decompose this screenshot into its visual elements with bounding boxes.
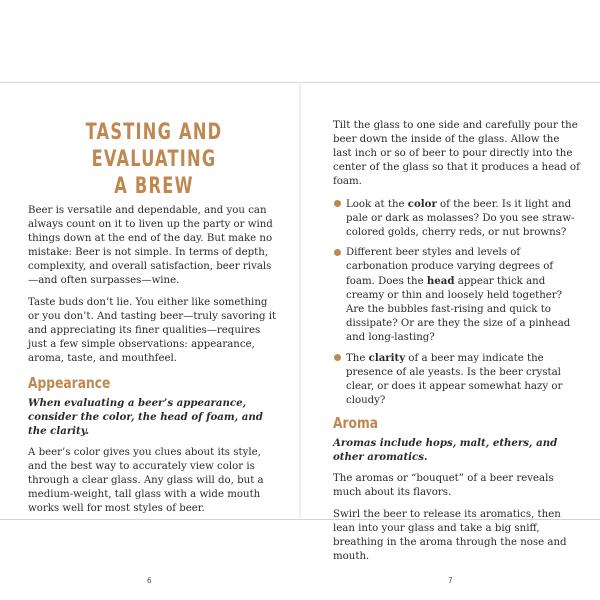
appearance-lead: When evaluating a beer’s appearance, consider the color, the head of foam, and the clarity. bbox=[28, 397, 263, 437]
chapter-title-line2: A BREW bbox=[114, 174, 194, 199]
chapter-title bbox=[51, 119, 258, 200]
chapter-title-line1: TASTING AND EVALUATING bbox=[85, 120, 223, 172]
bullet-text: of the beer. Is it light and pale or dark as molasses? Do you see straw-colored golds, cherry reds, or nut browns? bbox=[346, 199, 575, 238]
bullet-dot-icon bbox=[334, 354, 341, 361]
intro-paragraph-1: Beer is versatile and dependable, and you can always count on it to liven up the party or wind things down at the end of the day. But make no mistake: Beer is not simple. In terms of depth, complexity, and overall satisfaction, beer rivals—and often surpasses—wine. bbox=[28, 205, 273, 286]
bullet-dot-icon bbox=[334, 200, 341, 207]
bullet-text: Different beer styles and levels of carbonation produce varying degrees of foam. Does the bbox=[346, 247, 554, 287]
bullet-text: The bbox=[346, 353, 369, 364]
appearance-paragraph: A beer’s color gives you clues about its style, and the best way to accurately view color is through a clear glass. Any glass will do, but a medium-weight, tall glass with a wide mouth works well for most styles of beer. bbox=[28, 447, 264, 514]
bullet-keyword: clarity bbox=[368, 352, 406, 364]
left-page bbox=[28, 83, 280, 524]
bullet-dot-icon bbox=[334, 249, 341, 256]
aroma-paragraph-1: The aromas or “bouquet” of a beer reveals much about its flavors. bbox=[333, 473, 554, 498]
bullet-item-color bbox=[333, 197, 581, 240]
bullet-item-head bbox=[333, 246, 581, 345]
right-page bbox=[333, 83, 581, 572]
bullet-item-clarity bbox=[333, 351, 581, 408]
bullet-text: of a beer may indicate the presence of ale yeasts. Is the beer crystal clear, or does it appear somewhat hazy or cloudy? bbox=[346, 353, 563, 406]
bullet-text: Look at the bbox=[346, 199, 408, 210]
bullet-keyword: head bbox=[426, 275, 455, 287]
appearance-heading: Appearance bbox=[28, 374, 111, 392]
aroma-paragraph-2: Swirl the beer to release its aromatics, then lean into your glass and take a big sniff, breathing in the aroma through the nose and mouth. bbox=[333, 509, 567, 562]
tilt-paragraph: Tilt the glass to one side and carefully pour the beer down the inside of the glass. Allow the last inch or so of beer to pour directly into the center of the glass so that it produces a head of foam. bbox=[333, 120, 580, 187]
bullet-keyword: color bbox=[407, 198, 437, 210]
appearance-bullet-list bbox=[333, 197, 581, 408]
aroma-heading: Aroma bbox=[333, 414, 379, 432]
page-number-left: 6 bbox=[147, 576, 152, 585]
bullet-text: appear thick and creamy or thin and loosely held together? Are the bubbles fast-rising and quick to dissipate? Or are they the size of a pinhead and long-lasting? bbox=[346, 276, 571, 343]
intro-paragraph-2: Taste buds don’t lie. You either like something or you don’t. And tasting beer—truly savoring it and appreciating its finer qualities—requires just a few simple observations: appearance, aroma, taste, and mouthfeel. bbox=[28, 297, 277, 364]
page-number-right: 7 bbox=[448, 576, 453, 585]
book-spine bbox=[299, 82, 301, 518]
aroma-lead: Aromas include hops, malt, ethers, and other aromatics. bbox=[333, 437, 558, 463]
